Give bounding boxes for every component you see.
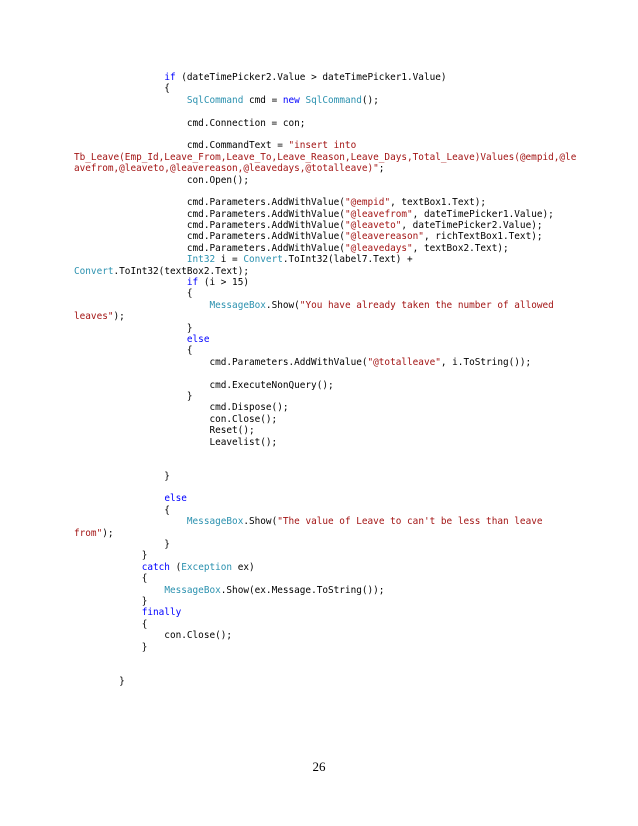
code-token-plain: cmd.Parameters.AddWithValue( (74, 197, 345, 209)
code-line (74, 528, 564, 539)
code-line (74, 231, 564, 242)
code-line (74, 493, 564, 504)
code-token-type: SqlCommand (186, 94, 244, 106)
code-line (74, 83, 564, 94)
code-token-string: "@empid" (344, 197, 391, 209)
code-token-plain: con.Open(); (74, 174, 249, 186)
code-token-keyword: else (164, 493, 187, 505)
code-token-plain: cmd.Parameters.AddWithValue( (74, 208, 345, 220)
code-line (74, 676, 564, 687)
code-line (74, 402, 564, 413)
code-line (74, 311, 564, 322)
code-token-plain: ; (378, 163, 385, 175)
code-token-keyword: finally (141, 607, 182, 619)
code-token-plain: cmd.Parameters.AddWithValue( (74, 220, 345, 232)
code-token-keyword: catch (141, 561, 170, 573)
code-token-plain: , textBox1.Text); (390, 197, 487, 209)
code-line (74, 607, 564, 618)
code-line (74, 585, 564, 596)
code-token-plain: .ToInt32(label7.Text) + (282, 254, 413, 266)
code-token-type: MessageBox (209, 299, 266, 311)
code-token-plain: } (74, 539, 170, 551)
code-token-string: "The value of Leave to can't be less than leave (277, 516, 543, 528)
code-token-plain: { (74, 345, 193, 357)
code-line (74, 642, 564, 653)
code-token-plain: cmd = (243, 94, 283, 106)
code-token-plain: (dateTimePicker2.Value > dateTimePicker1.Value) (175, 72, 447, 83)
code-token-type: MessageBox (164, 584, 221, 596)
code-token-plain: } (74, 641, 148, 653)
code-token-plain: , textBox2.Text); (412, 242, 509, 254)
code-token-string: from" (74, 527, 103, 539)
code-token-plain (74, 562, 142, 573)
code-token-string: avefrom,@leaveto,@leavereason,@leavedays,@totalleave)" (74, 163, 379, 175)
code-token-plain: { (74, 618, 148, 630)
code-token-type: Exception (181, 561, 233, 573)
code-line (74, 254, 564, 265)
code-token-plain: ( (169, 561, 182, 573)
blank-line (74, 664, 564, 675)
code-token-string: "insert into (288, 140, 357, 152)
code-token-plain: { (74, 504, 170, 516)
code-line (74, 300, 564, 311)
code-line (74, 596, 564, 607)
code-line (74, 209, 564, 220)
code-line (74, 175, 564, 186)
code-line (74, 425, 564, 436)
code-token-plain (74, 334, 187, 345)
code-token-keyword: new (282, 94, 300, 106)
code-line (74, 151, 577, 163)
code-line (74, 471, 564, 482)
code-token-plain: cmd.Dispose(); (74, 402, 289, 414)
code-token-keyword: else (186, 333, 210, 345)
code-token-plain (74, 72, 164, 83)
code-token-string: leaves" (74, 311, 114, 323)
code-line (74, 391, 564, 402)
code-token-plain: } (74, 675, 125, 687)
code-line (74, 243, 564, 254)
code-token-plain (74, 607, 142, 618)
code-line (74, 516, 564, 527)
code-token-plain: { (74, 573, 148, 585)
code-line (74, 140, 564, 151)
code-token-string: "@leavefrom" (344, 208, 413, 220)
code-token-plain: con.Close(); (74, 413, 278, 425)
code-token-plain: ex) (232, 561, 255, 573)
code-line (74, 630, 564, 641)
code-token-plain (74, 95, 187, 106)
page-number: 26 (312, 759, 326, 774)
code-token-type: Convert (74, 265, 114, 277)
code-line (74, 72, 564, 83)
code-token-plain (74, 277, 187, 288)
blank-line (74, 482, 564, 493)
code-line (74, 95, 564, 106)
code-token-plain (74, 493, 164, 504)
code-token-plain: ); (102, 527, 114, 539)
code-token-plain: { (74, 83, 170, 95)
blank-line (74, 368, 564, 379)
code-token-plain: cmd.ExecuteNonQuery(); (74, 379, 334, 391)
code-token-string: "@totalleave" (367, 356, 441, 368)
code-token-plain: i = (215, 254, 244, 266)
code-token-plain: } (74, 322, 193, 334)
code-token-plain: cmd.Parameters.AddWithValue( (74, 242, 345, 254)
code-token-type: SqlCommand (305, 94, 362, 106)
code-token-plain (74, 300, 209, 311)
code-line (74, 550, 564, 561)
code-line (74, 357, 564, 368)
code-token-plain (74, 585, 164, 596)
code-line (74, 277, 564, 288)
code-token-plain: } (74, 595, 148, 607)
code-line (74, 334, 564, 345)
code-token-plain: Leavelist(); (74, 436, 278, 448)
code-token-plain: cmd.Parameters.AddWithValue( (74, 356, 368, 368)
code-token-plain: cmd.CommandText = (74, 140, 289, 152)
code-token-plain: Reset(); (74, 425, 255, 437)
code-line (74, 539, 564, 550)
code-token-plain: } (74, 470, 170, 482)
code-token-string: "@leaveto" (344, 220, 402, 232)
code-token-plain: { (74, 288, 193, 300)
code-line (74, 562, 564, 573)
code-token-plain: .Show( (243, 516, 278, 528)
code-token-plain (74, 516, 187, 527)
code-line (74, 266, 564, 277)
code-token-type: Convert (243, 254, 283, 266)
code-token-string: "@leavereason" (344, 231, 424, 243)
code-token-plain: .Show(ex.Message.ToString()); (220, 584, 385, 596)
code-token-plain: , i.ToString()); (440, 356, 532, 368)
blank-line (74, 129, 564, 140)
blank-line (74, 459, 564, 470)
code-line (74, 437, 564, 448)
code-line (74, 197, 564, 208)
code-line (74, 573, 564, 584)
code-line (74, 288, 564, 299)
code-line (74, 414, 564, 425)
code-token-plain: .ToInt32(textBox2.Text); (113, 265, 249, 277)
code-token-keyword: if (186, 277, 199, 289)
code-line (74, 163, 564, 174)
code-token-plain: cmd.Parameters.AddWithValue( (74, 231, 345, 243)
code-line (74, 345, 564, 356)
code-line (74, 619, 564, 630)
code-token-plain: con.Close(); (74, 630, 233, 642)
code-token-plain: } (74, 390, 193, 402)
code-token-string: Tb_Leave(Emp_Id,Leave_From,Leave_To,Leave_Reason,Leave_Days,Total_Leave)Values(@empid,@le (74, 151, 577, 163)
blank-line (74, 448, 564, 459)
code-line (74, 323, 564, 334)
code-token-plain: , dateTimePicker1.Value); (412, 208, 554, 220)
code-line (74, 505, 564, 516)
code-token-type: MessageBox (186, 516, 244, 528)
code-token-plain (74, 254, 187, 265)
code-line (74, 118, 564, 129)
code-token-plain: .Show( (265, 299, 300, 311)
code-token-plain: cmd.Connection = con; (74, 117, 306, 129)
code-listing (74, 72, 577, 687)
code-token-plain: (); (361, 94, 379, 106)
blank-line (74, 186, 564, 197)
code-token-plain: } (74, 550, 148, 562)
code-token-string: "@leavedays" (344, 242, 413, 254)
code-token-plain: , dateTimePicker2.Value); (401, 220, 543, 232)
code-line (74, 220, 564, 231)
code-line (74, 380, 564, 391)
code-token-keyword: if (164, 72, 176, 83)
code-token-plain: (i > 15) (198, 277, 249, 289)
code-token-string: "You have already taken the number of allowed (299, 299, 554, 311)
code-token-plain: , richTextBox1.Text); (423, 231, 543, 243)
blank-line (74, 106, 564, 117)
code-token-type: Int32 (186, 254, 216, 266)
code-token-plain: ); (113, 311, 125, 323)
blank-line (74, 653, 564, 664)
